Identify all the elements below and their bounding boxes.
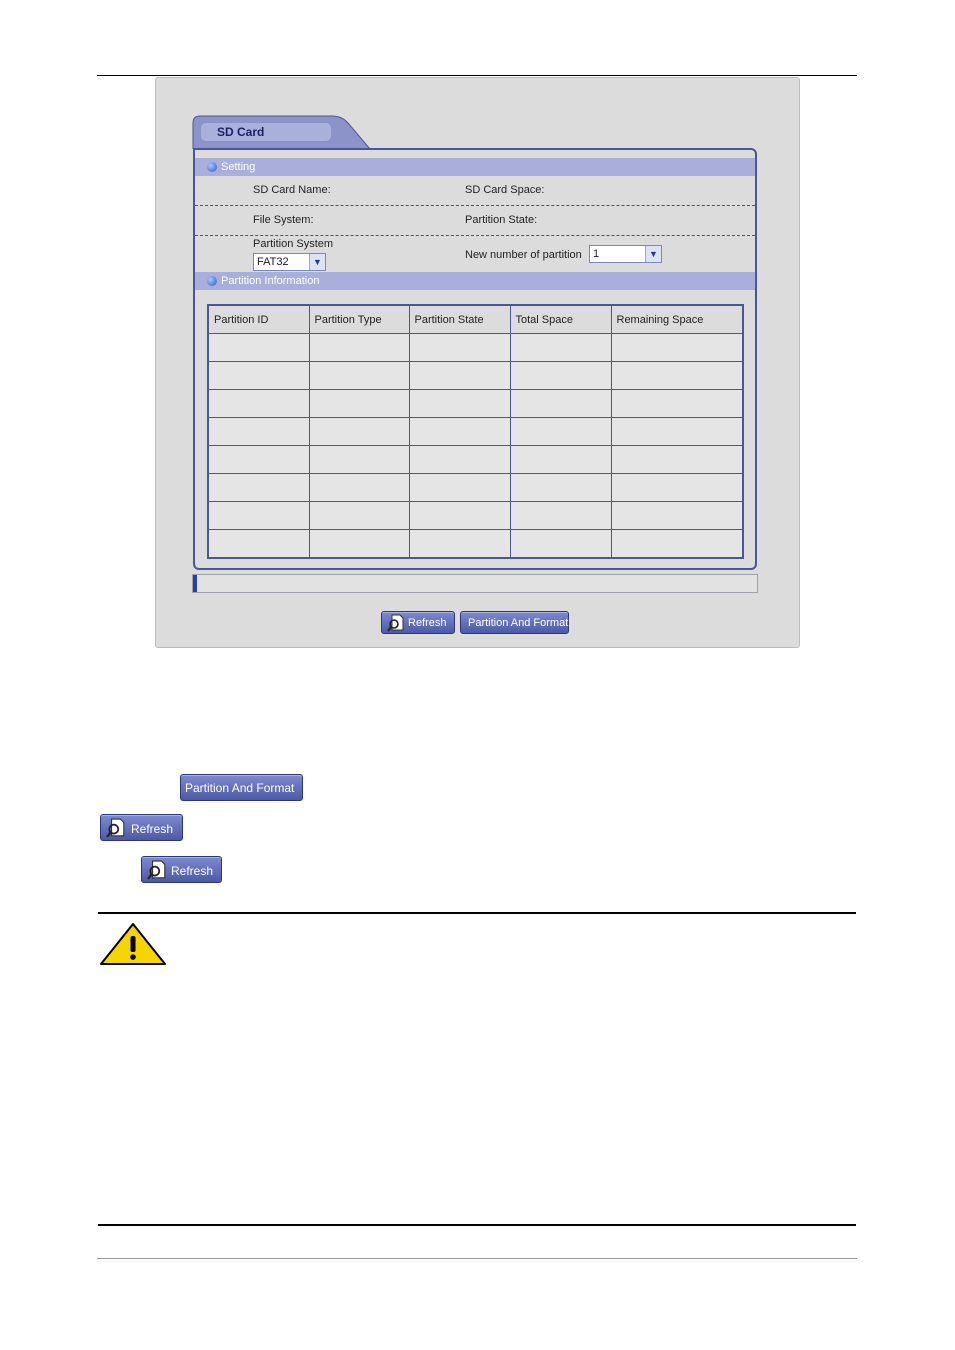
magnifier-document-icon xyxy=(387,614,405,632)
doc-refresh-button-1[interactable] xyxy=(100,814,183,841)
table-row xyxy=(208,446,743,474)
partition-state-label: Partition State: xyxy=(465,214,538,226)
doc-partition-and-format-button[interactable] xyxy=(180,774,303,801)
partition-table xyxy=(207,304,744,559)
warning-triangle-icon xyxy=(99,922,167,966)
table-cell xyxy=(409,530,510,559)
table-cell xyxy=(309,418,409,446)
sd-card-space-label: SD Card Space: xyxy=(465,184,545,196)
table-cell xyxy=(611,446,743,474)
doc-refresh-button-2[interactable] xyxy=(141,856,222,883)
table-cell xyxy=(510,530,611,559)
table-cell xyxy=(309,390,409,418)
tab-sd-card[interactable] xyxy=(192,115,370,149)
table-cell xyxy=(510,474,611,502)
table-cell xyxy=(510,390,611,418)
table-cell xyxy=(309,362,409,390)
table-cell xyxy=(409,446,510,474)
warning-bottom-rule xyxy=(98,1224,856,1226)
table-cell xyxy=(611,334,743,362)
doc-refresh-label-2: Refresh xyxy=(171,864,214,878)
chevron-down-icon[interactable]: ▼ xyxy=(645,246,661,262)
new-partition-value: 1 xyxy=(593,248,600,260)
table-cell xyxy=(611,474,743,502)
table-cell xyxy=(510,502,611,530)
file-system-label: File System: xyxy=(253,214,314,226)
table-cell xyxy=(208,334,309,362)
magnifier-document-icon xyxy=(106,818,126,838)
table-cell xyxy=(611,362,743,390)
table-cell xyxy=(208,418,309,446)
table-header-row xyxy=(208,305,743,334)
partition-and-format-label: Partition And Format xyxy=(468,617,569,629)
column-header-remaining-space: Remaining Space xyxy=(611,305,743,334)
header-rule xyxy=(97,75,857,76)
table-cell xyxy=(409,362,510,390)
partition-info-section-header: Partition Information xyxy=(195,272,755,290)
progress-fill xyxy=(193,575,197,592)
column-header-partition-state: Partition State xyxy=(409,305,510,334)
table-row xyxy=(208,530,743,559)
table-cell xyxy=(208,530,309,559)
refresh-button-label: Refresh xyxy=(408,617,447,629)
blue-dot-icon xyxy=(207,276,217,286)
column-header-partition-id: Partition ID xyxy=(208,305,309,334)
table-cell xyxy=(309,446,409,474)
footer-rule xyxy=(97,1258,857,1259)
new-partition-select[interactable] xyxy=(589,245,662,263)
table-cell xyxy=(208,474,309,502)
table-cell xyxy=(208,362,309,390)
table-cell xyxy=(309,502,409,530)
warning-top-rule xyxy=(98,912,856,914)
table-cell xyxy=(409,334,510,362)
table-cell xyxy=(409,502,510,530)
new-partition-label: New number of partition xyxy=(465,249,582,261)
divider xyxy=(195,235,755,236)
table-cell xyxy=(611,390,743,418)
magnifier-document-icon xyxy=(147,860,167,880)
table-row xyxy=(208,390,743,418)
divider xyxy=(195,205,755,206)
table-cell xyxy=(208,390,309,418)
table-cell xyxy=(309,334,409,362)
blue-dot-icon xyxy=(207,162,217,172)
table-cell xyxy=(208,502,309,530)
table-cell xyxy=(510,446,611,474)
table-cell xyxy=(309,530,409,559)
table-cell xyxy=(208,446,309,474)
column-header-partition-type: Partition Type xyxy=(309,305,409,334)
partition-system-select[interactable] xyxy=(253,253,326,271)
refresh-button[interactable] xyxy=(381,611,455,634)
column-header-total-space: Total Space xyxy=(510,305,611,334)
table-row xyxy=(208,474,743,502)
table-cell xyxy=(510,362,611,390)
progress-bar xyxy=(192,574,758,593)
chevron-down-icon[interactable]: ▼ xyxy=(309,254,325,270)
table-cell xyxy=(409,474,510,502)
table-cell xyxy=(611,502,743,530)
doc-refresh-label-1: Refresh xyxy=(131,822,174,836)
doc-partition-and-format-label: Partition And Format xyxy=(185,781,295,795)
partition-system-value: FAT32 xyxy=(257,256,289,268)
tab-sd-card-label: SD Card xyxy=(201,123,331,141)
table-cell xyxy=(309,474,409,502)
partition-and-format-button[interactable] xyxy=(460,611,569,634)
table-cell xyxy=(510,418,611,446)
table-cell xyxy=(409,390,510,418)
table-row xyxy=(208,418,743,446)
table-cell xyxy=(611,418,743,446)
table-row xyxy=(208,362,743,390)
table-row xyxy=(208,502,743,530)
setting-section-header: Setting xyxy=(195,158,755,176)
table-cell xyxy=(611,530,743,559)
table-cell xyxy=(510,334,611,362)
partition-system-label: Partition System xyxy=(253,238,334,250)
table-cell xyxy=(409,418,510,446)
sd-card-name-label: SD Card Name: xyxy=(253,184,331,196)
table-row xyxy=(208,334,743,362)
